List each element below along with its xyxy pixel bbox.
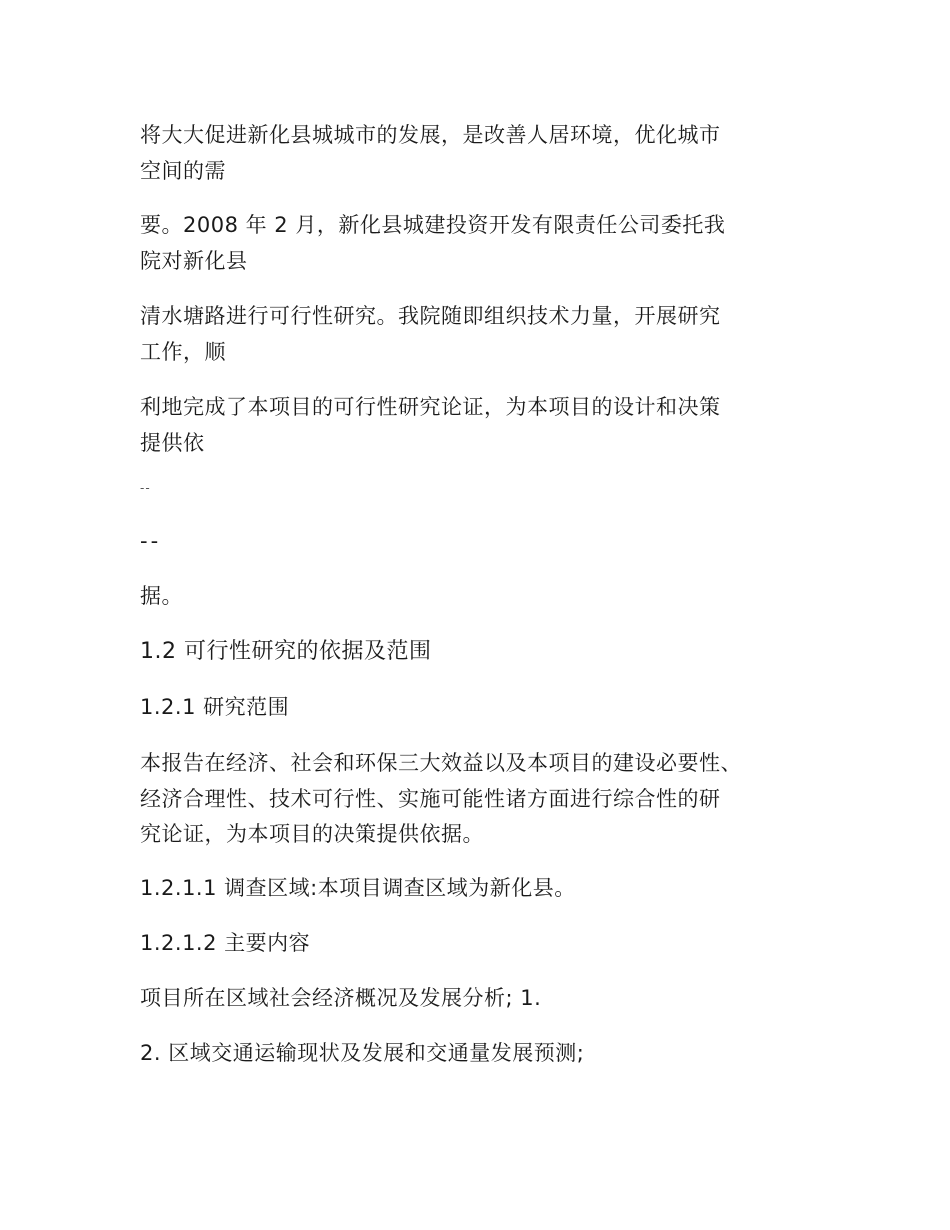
paragraph-line-5: 清水塘路进行可行性研究。我院随即组织技术力量，开展研究 [140, 304, 721, 328]
page-break-marker: -- [140, 529, 162, 553]
paragraph-line-8: 提供依 [140, 431, 205, 455]
paragraph-line-3: 要。2008 年 2 月，新化县城建投资开发有限责任公司委托我 [140, 213, 726, 237]
paragraph-line-1: 将大大促进新化县城城市的发展，是改善人居环境，优化城市 [140, 123, 721, 147]
page-break-marker-small: -- [140, 481, 151, 495]
list-item-2: 2. 区域交通运输现状及发展和交通量发展预测; [140, 1041, 585, 1065]
paragraph-line-4: 院对新化县 [140, 249, 248, 273]
section-heading-1-2-1: 1.2.1 研究范围 [140, 695, 290, 719]
paragraph-line-2: 空间的需 [140, 159, 226, 183]
paragraph-line-6: 工作，顺 [140, 340, 226, 364]
section-heading-1-2-1-1: 1.2.1.1 调查区域:本项目调查区域为新化县。 [140, 876, 576, 900]
paragraph-line-9: 据。 [140, 584, 183, 608]
section-heading-1-2: 1.2 可行性研究的依据及范围 [140, 639, 432, 664]
paragraph-line-7: 利地完成了本项目的可行性研究论证，为本项目的设计和决策 [140, 395, 721, 419]
paragraph-line-12: 究论证，为本项目的决策提供依据。 [140, 822, 484, 846]
list-item-1: 项目所在区域社会经济概况及发展分析; 1. [140, 986, 542, 1010]
section-heading-1-2-1-2: 1.2.1.2 主要内容 [140, 931, 311, 955]
paragraph-line-10: 本报告在经济、社会和环保三大效益以及本项目的建设必要性、 [140, 751, 742, 775]
paragraph-line-11: 经济合理性、技术可行性、实施可能性诸方面进行综合性的研 [140, 787, 721, 811]
